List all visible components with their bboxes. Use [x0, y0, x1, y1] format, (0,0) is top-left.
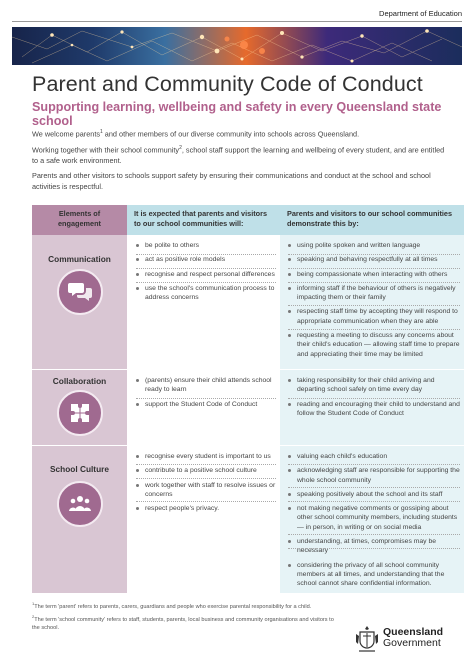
network-graphic-banner — [12, 27, 462, 65]
collaboration-expected-list — [136, 376, 276, 409]
list-item: (parents) ensure their child attends school ready to learn — [136, 376, 276, 395]
communication-demonstrate-list — [288, 241, 460, 359]
list-item: acknowledging staff are responsible for supporting the whole school community — [288, 466, 460, 485]
people-group-icon — [57, 481, 103, 527]
footnotes — [32, 600, 342, 632]
list-item: be polite to others — [136, 241, 276, 250]
speech-bubbles-icon — [57, 269, 103, 315]
list-item: being compassionate when interacting with others — [288, 270, 460, 279]
section-title-school-culture: School Culture — [49, 464, 109, 474]
intro-paragraph-3: Parents and other visitors to schools support safety by ensuring their communications and conduct at the school and school activities is respectful. — [32, 171, 431, 191]
section-divider — [32, 369, 464, 370]
row-divider — [136, 398, 276, 399]
list-item: use the school's communication process to address concerns — [136, 284, 276, 303]
row-divider — [288, 487, 460, 488]
list-item: considering the privacy of all school community members at all times, and understanding that the school cannot share confidential information. — [288, 561, 460, 589]
list-item: recognise every student is important to us — [136, 452, 276, 461]
list-item: not making negative comments or gossiping about other school community members, including students — in person, in writing or on social media — [288, 504, 460, 532]
list-item: work together with staff to resolve issues or concerns — [136, 481, 276, 500]
list-item: informing staff if the behaviour of others is negatively impacting them or their family — [288, 284, 460, 303]
list-item: respect people's privacy. — [136, 504, 276, 513]
puzzle-icon — [57, 390, 103, 436]
section-divider — [32, 445, 464, 446]
list-item: act as positive role models — [136, 255, 276, 264]
list-item: reading and encouraging their child to understand and follow the Student Code of Conduct — [288, 400, 460, 419]
queensland-government-logo — [355, 623, 463, 659]
top-divider — [12, 21, 462, 22]
row-divider — [136, 464, 276, 465]
row-divider — [288, 398, 460, 399]
row-divider — [288, 254, 460, 255]
row-divider — [288, 282, 460, 283]
footnote-1: $^1$The term 'parent' refers to parents, carers, guardians and people who exercise parental responsibility for a child. — [32, 601, 312, 610]
row-divider — [136, 268, 276, 269]
list-item: using polite spoken and written language — [288, 241, 460, 250]
row-divider — [288, 464, 460, 465]
header-expected: It is expected that parents and visitors to our school communities will: — [127, 205, 280, 235]
page-title: Parent and Community Code of Conduct — [32, 72, 423, 96]
row-divider — [288, 548, 460, 549]
row-divider — [288, 268, 460, 269]
culture-demonstrate-list — [288, 452, 460, 589]
row-divider — [136, 254, 276, 255]
row-divider — [136, 501, 276, 502]
department-label: Department of Education — [379, 9, 462, 18]
intro-paragraph-2: Working together with their school community$^2$, school staff support the learning and wellbeing of every student, and are entitled to a safe work environment. — [32, 145, 445, 166]
row-divider — [288, 501, 460, 502]
row-divider — [288, 305, 460, 306]
logo-wordmark: Queensland Government — [383, 626, 444, 649]
footnote-2: $^2$The term 'school community' refers to staff, students, parents, local business and community organisations and visitors to the school. — [32, 614, 334, 631]
list-item: speaking and behaving respectfully at all times — [288, 255, 460, 264]
row-divider — [288, 534, 460, 535]
list-item: valuing each child's education — [288, 452, 460, 461]
section-title-communication: Communication — [48, 254, 111, 264]
list-item: support the Student Code of Conduct — [136, 400, 276, 409]
code-of-conduct-table — [32, 205, 464, 593]
row-divider — [288, 329, 460, 330]
list-item: respecting staff time by accepting they will respond to appropriate communication when they are able — [288, 307, 460, 326]
page-subtitle: Supporting learning, wellbeing and safety in every Queensland state school — [32, 100, 442, 128]
list-item: requesting a meeting to discuss any concerns about their child's education — allowing staff time to prepare and appreciating their time may be limited — [288, 331, 460, 359]
header-elements: Elements of engagement — [32, 205, 127, 235]
section-title-collaboration: Collaboration — [52, 376, 107, 386]
communication-expected-list — [136, 241, 276, 302]
list-item: contribute to a positive school culture — [136, 466, 276, 475]
list-item: recognise and respect personal differences — [136, 270, 276, 279]
list-item: speaking positively about the school and its staff — [288, 490, 460, 499]
row-divider — [136, 282, 276, 283]
culture-expected-list — [136, 452, 276, 513]
queensland-crest-icon — [355, 624, 379, 654]
list-item: understanding, at times, compromises may be necessary — [288, 537, 460, 556]
header-demonstrate: Parents and visitors to our school communities demonstrate this by: — [280, 205, 464, 235]
row-divider — [136, 478, 276, 479]
intro-paragraph-1: We welcome parents$^1$ and other members of our diverse community into schools across Queensland. — [32, 129, 360, 139]
list-item: taking responsibility for their child arriving and departing school safely on time every day — [288, 376, 460, 395]
